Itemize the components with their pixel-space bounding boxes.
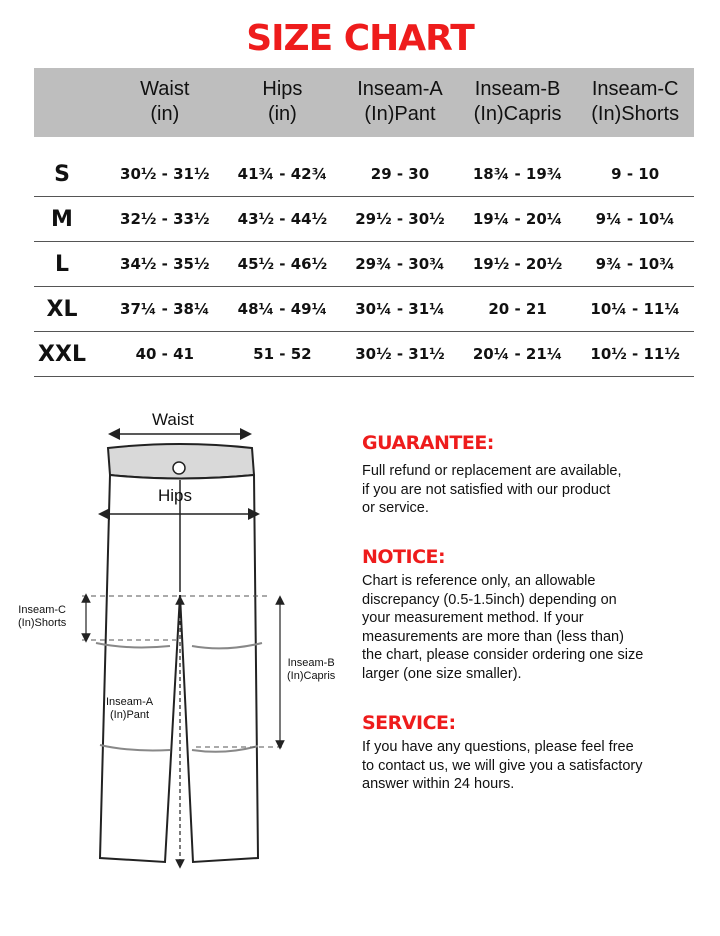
inseam-b-label: Inseam-B (In)Capris — [287, 657, 336, 682]
header-hips: Hips (in) — [262, 78, 303, 125]
size-label: M — [51, 206, 73, 232]
guarantee-heading: GUARANTEE: — [362, 432, 494, 454]
size-label: XL — [46, 296, 78, 322]
table-cell: 20¼ - 21¼ — [472, 345, 563, 363]
header-size-spacer — [34, 68, 106, 137]
table-cell: 48¼ - 49¼ — [237, 300, 328, 318]
size-label: S — [54, 161, 70, 187]
button-icon — [173, 462, 185, 474]
table-cell: 37¼ - 38¼ — [120, 300, 210, 318]
table-cell: 10½ - 11½ — [590, 345, 680, 363]
header-inseam-b: Inseam-B (In)Capris — [473, 78, 562, 125]
pants-outline — [100, 475, 258, 862]
service-heading: SERVICE: — [362, 712, 456, 734]
table-cell: 10¼ - 11¼ — [590, 300, 680, 318]
page-title: SIZE CHART — [246, 18, 474, 59]
table-cell: 34½ - 35½ — [120, 255, 210, 273]
notice-text: Chart is reference only, an allowable discrepancy (0.5-1.5inch) depending on your measurement method. If your measurements are more than (less than) the chart, please consider ordering one size larger (one size smaller). — [362, 573, 644, 682]
table-row — [34, 197, 694, 242]
table-cell: 41¾ - 42¾ — [237, 165, 328, 183]
notice-section — [362, 546, 692, 683]
table-cell: 29¾ - 30¾ — [355, 255, 445, 273]
header-inseam-a: Inseam-A (In)Pant — [357, 78, 443, 125]
pants-diagram — [0, 400, 360, 880]
table-cell: 30¼ - 31¼ — [355, 300, 445, 318]
table-cell: 32½ - 33½ — [120, 210, 210, 228]
table-cell: 40 - 41 — [135, 345, 194, 363]
notice-heading: NOTICE: — [362, 546, 446, 568]
size-table — [34, 68, 694, 377]
inseam-a-label: Inseam-A (In)Pant — [106, 696, 154, 721]
service-text: If you have any questions, please feel free to contact us, we will give you a satisfactory answer within 24 hours. — [362, 739, 643, 792]
table-cell: 9¼ - 10¼ — [595, 210, 675, 228]
table-cell: 19½ - 20½ — [472, 255, 563, 273]
table-row — [34, 287, 694, 332]
header-inseam-c: Inseam-C (In)Shorts — [591, 78, 680, 125]
table-cell: 45½ - 46½ — [237, 255, 328, 273]
table-cell: 9 - 10 — [611, 165, 660, 183]
table-row — [34, 242, 694, 287]
table-cell: 20 - 21 — [488, 300, 547, 318]
table-cell: 51 - 52 — [253, 345, 312, 363]
table-cell: 43½ - 44½ — [237, 210, 328, 228]
table-cell: 30½ - 31½ — [120, 165, 210, 183]
hips-label: Hips — [158, 486, 193, 505]
table-cell: 29½ - 30½ — [355, 210, 445, 228]
table-cell: 19¼ - 20¼ — [472, 210, 563, 228]
guarantee-text: Full refund or replacement are available, if you are not satisfied with our product or service. — [362, 463, 622, 516]
guarantee-section — [362, 432, 692, 518]
table-cell: 18¾ - 19¾ — [472, 165, 563, 183]
table-row — [34, 332, 694, 377]
table-cell: 9¾ - 10¾ — [595, 255, 675, 273]
table-header — [34, 68, 694, 137]
size-label: XXL — [38, 341, 86, 367]
inseam-c-label: Inseam-C (In)Shorts — [18, 604, 67, 629]
waist-label: Waist — [152, 410, 194, 429]
service-section — [362, 712, 692, 794]
size-label: L — [54, 251, 70, 277]
pants-illustration — [0, 400, 360, 880]
table-cell: 29 - 30 — [370, 165, 430, 183]
table-row — [34, 152, 694, 197]
table-cell: 30½ - 31½ — [355, 345, 445, 363]
header-waist: Waist (in) — [140, 78, 190, 125]
